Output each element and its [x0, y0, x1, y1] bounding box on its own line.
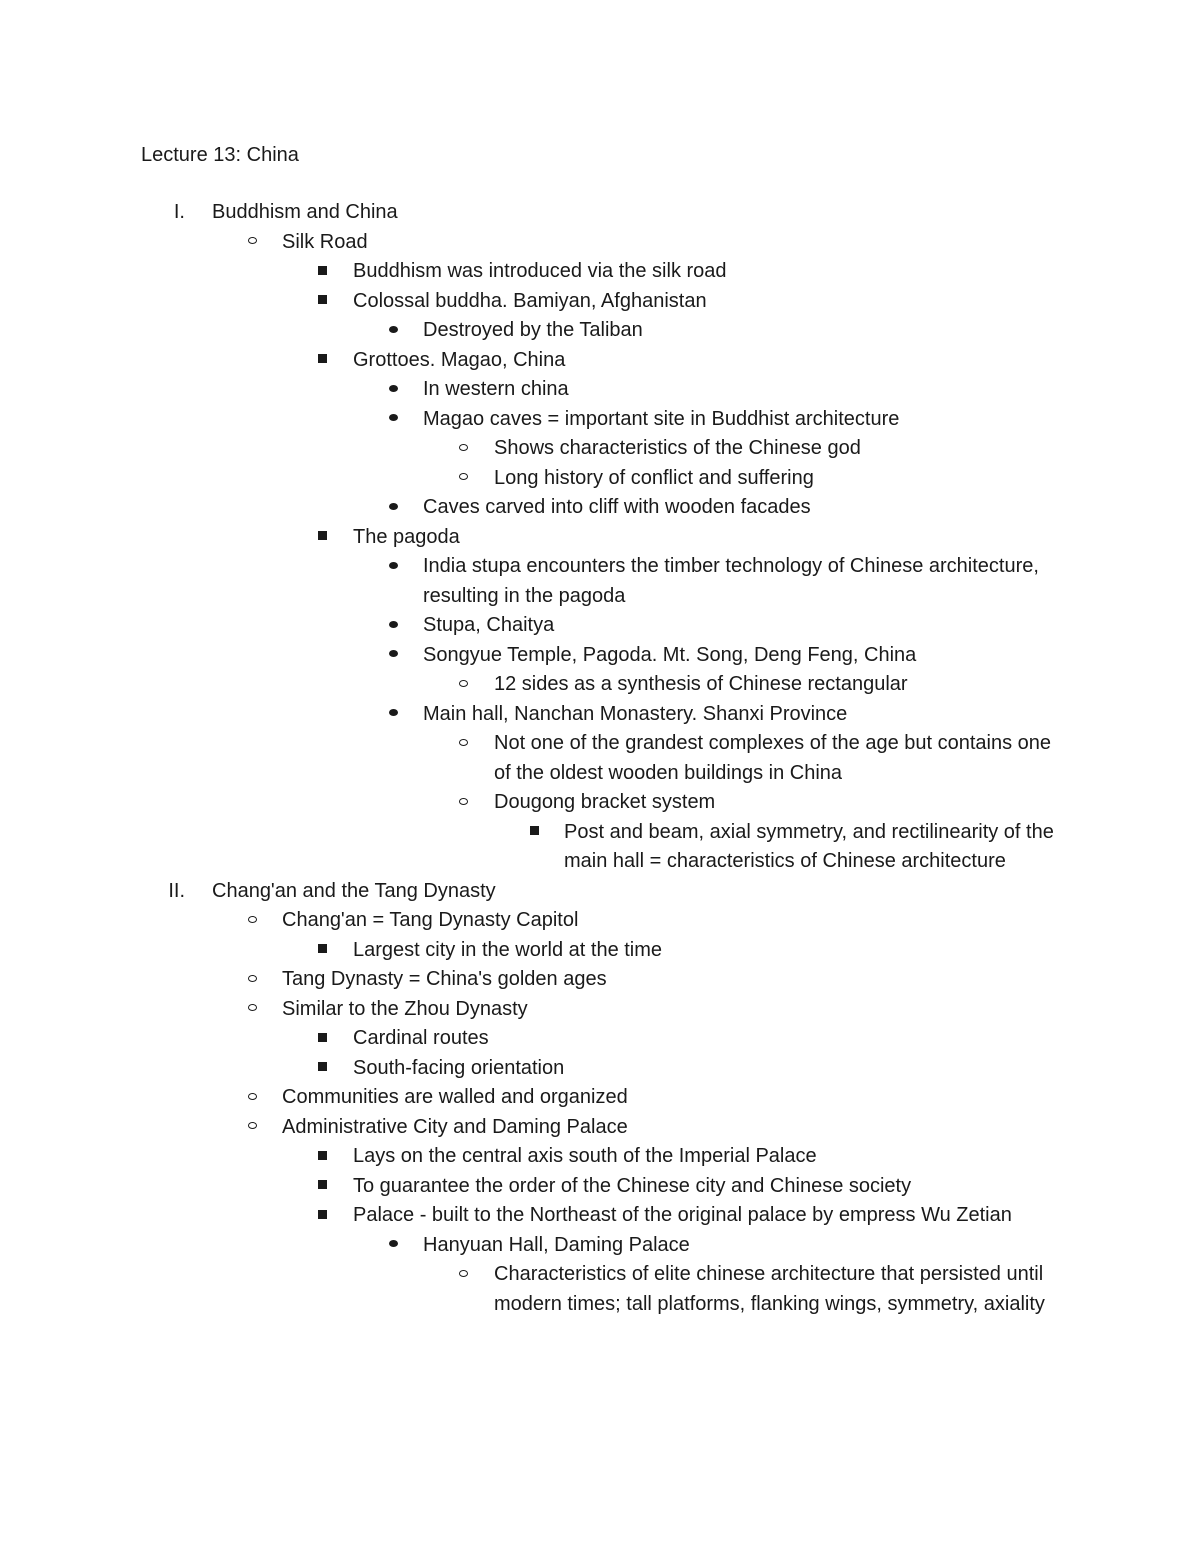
outline-item: [0, 906, 1060, 936]
outline-item: [0, 523, 1060, 553]
outline-item-text: Magao caves = important site in Buddhist architecture: [423, 407, 900, 430]
outline-item: [0, 1142, 1060, 1172]
square-bullet-icon: [318, 257, 327, 287]
dot-bullet-icon: [389, 700, 398, 730]
outline-item-text: The pagoda: [353, 525, 460, 548]
square-bullet-icon: [318, 287, 327, 317]
outline-item: [0, 405, 1060, 435]
outline-item-text: Hanyuan Hall, Daming Palace: [423, 1233, 690, 1256]
outline-item: [0, 818, 1060, 877]
outline-item: [0, 641, 1060, 671]
outline-item: [0, 965, 1060, 995]
outline-item-text: 12 sides as a synthesis of Chinese rectangular: [494, 673, 908, 695]
outline-item: [0, 257, 1060, 287]
outline-item-text: Communities are walled and organized: [282, 1086, 628, 1108]
outline-item-text: Stupa, Chaitya: [423, 614, 555, 636]
outline-item: [0, 611, 1060, 641]
outline-item: [0, 464, 1060, 494]
roman-numeral-marker: I.: [173, 201, 185, 223]
outline-item: [0, 1172, 1060, 1202]
outline-item: [0, 552, 1060, 611]
outline-item-text: Palace - built to the Northeast of the original palace by empress Wu Zetian: [353, 1204, 1012, 1226]
square-bullet-icon: [318, 1024, 327, 1054]
outline-section: [0, 877, 1060, 907]
page-title: Lecture 13: China: [141, 144, 299, 166]
hollow-circle-bullet-icon: [248, 995, 257, 1025]
outline-item-text: Long history of conflict and suffering: [494, 466, 814, 489]
hollow-circle-bullet-icon: [459, 1260, 468, 1290]
dot-bullet-icon: [389, 611, 398, 641]
outline-item-text: Largest city in the world at the time: [353, 938, 663, 961]
outline-item-text: Caves carved into cliff with wooden facades: [423, 496, 811, 518]
outline-item-text: Main hall, Nanchan Monastery. Shanxi Province: [423, 702, 848, 725]
dot-bullet-icon: [389, 641, 398, 671]
outline-item-text: Dougong bracket system: [494, 791, 716, 813]
square-bullet-icon: [318, 936, 327, 966]
outline-item: [0, 1054, 1060, 1084]
hollow-circle-bullet-icon: [248, 906, 257, 936]
square-bullet-icon: [318, 1142, 327, 1172]
hollow-circle-bullet-icon: [459, 788, 468, 818]
outline-item-text: Administrative City and Daming Palace: [282, 1115, 628, 1138]
outline-item-text: Silk Road: [282, 230, 368, 253]
square-bullet-icon: [318, 1201, 327, 1231]
hollow-circle-bullet-icon: [459, 670, 468, 700]
dot-bullet-icon: [389, 1231, 398, 1261]
dot-bullet-icon: [389, 316, 398, 346]
outline-item-text: South-facing orientation: [353, 1056, 565, 1079]
outline-item-text: Lays on the central axis south of the Imperial Palace: [353, 1145, 817, 1167]
outline-item: [0, 316, 1060, 346]
outline-item: [0, 375, 1060, 405]
outline-section: [0, 198, 1060, 228]
hollow-circle-bullet-icon: [459, 434, 468, 464]
outline-item-text: Tang Dynasty = China's golden ages: [282, 968, 607, 990]
outline-item-text: Shows characteristics of the Chinese god: [494, 437, 861, 459]
square-bullet-icon: [318, 1054, 327, 1084]
outline-item: [0, 493, 1060, 523]
hollow-circle-bullet-icon: [248, 228, 257, 258]
outline-item-text: In western china: [423, 378, 569, 400]
hollow-circle-bullet-icon: [248, 1113, 257, 1143]
outline-item-text: Buddhism was introduced via the silk road: [353, 260, 727, 282]
outline-item-text: Grottoes. Magao, China: [353, 348, 566, 371]
dot-bullet-icon: [389, 552, 398, 582]
outline-item: [0, 788, 1060, 818]
outline-item: [0, 995, 1060, 1025]
dot-bullet-icon: [389, 493, 398, 523]
outline-item: [0, 670, 1060, 700]
outline-item: [0, 936, 1060, 966]
outline-item-text: Post and beam, axial symmetry, and rectilinearity of the main hall = characteristics of Chinese architecture: [564, 820, 1054, 872]
dot-bullet-icon: [389, 405, 398, 435]
square-bullet-icon: [318, 346, 327, 376]
outline-item-text: Similar to the Zhou Dynasty: [282, 997, 528, 1020]
outline-item-text: Chang'an = Tang Dynasty Capitol: [282, 909, 579, 931]
dot-bullet-icon: [389, 375, 398, 405]
outline-item: [0, 1201, 1060, 1231]
outline-item: [0, 1083, 1060, 1113]
square-bullet-icon: [530, 818, 539, 848]
outline-item: [0, 1113, 1060, 1143]
outline-item-text: India stupa encounters the timber technology of Chinese architecture, resulting in the pagoda: [423, 555, 1039, 607]
outline-item: [0, 1024, 1060, 1054]
outline-item-text: Not one of the grandest complexes of the age but contains one of the oldest wooden buildings in China: [494, 732, 1052, 784]
outline-item: [0, 729, 1060, 788]
hollow-circle-bullet-icon: [459, 729, 468, 759]
outline-item-text: Songyue Temple, Pagoda. Mt. Song, Deng Feng, China: [423, 643, 917, 666]
outline-item: [0, 1231, 1060, 1261]
outline-list: [0, 198, 1200, 1319]
outline-item-text: Colossal buddha. Bamiyan, Afghanistan: [353, 289, 707, 312]
hollow-circle-bullet-icon: [248, 965, 257, 995]
square-bullet-icon: [318, 523, 327, 553]
outline-item-text: Buddhism and China: [212, 201, 398, 223]
outline-item-text: Characteristics of elite chinese architecture that persisted until modern times; tall platforms, flanking wings, symmetry, axiality: [494, 1263, 1045, 1315]
hollow-circle-bullet-icon: [459, 464, 468, 494]
hollow-circle-bullet-icon: [248, 1083, 257, 1113]
outline-item: [0, 228, 1060, 258]
outline-item-text: Cardinal routes: [353, 1027, 489, 1049]
outline-item: [0, 1260, 1060, 1319]
outline-item: [0, 287, 1060, 317]
outline-item: [0, 700, 1060, 730]
roman-numeral-marker: II.: [168, 879, 185, 902]
square-bullet-icon: [318, 1172, 327, 1202]
outline-item-text: Destroyed by the Taliban: [423, 319, 643, 341]
outline-item: [0, 346, 1060, 376]
outline-item: [0, 434, 1060, 464]
outline-item-text: Chang'an and the Tang Dynasty: [212, 879, 496, 902]
outline-item-text: To guarantee the order of the Chinese city and Chinese society: [353, 1174, 912, 1197]
